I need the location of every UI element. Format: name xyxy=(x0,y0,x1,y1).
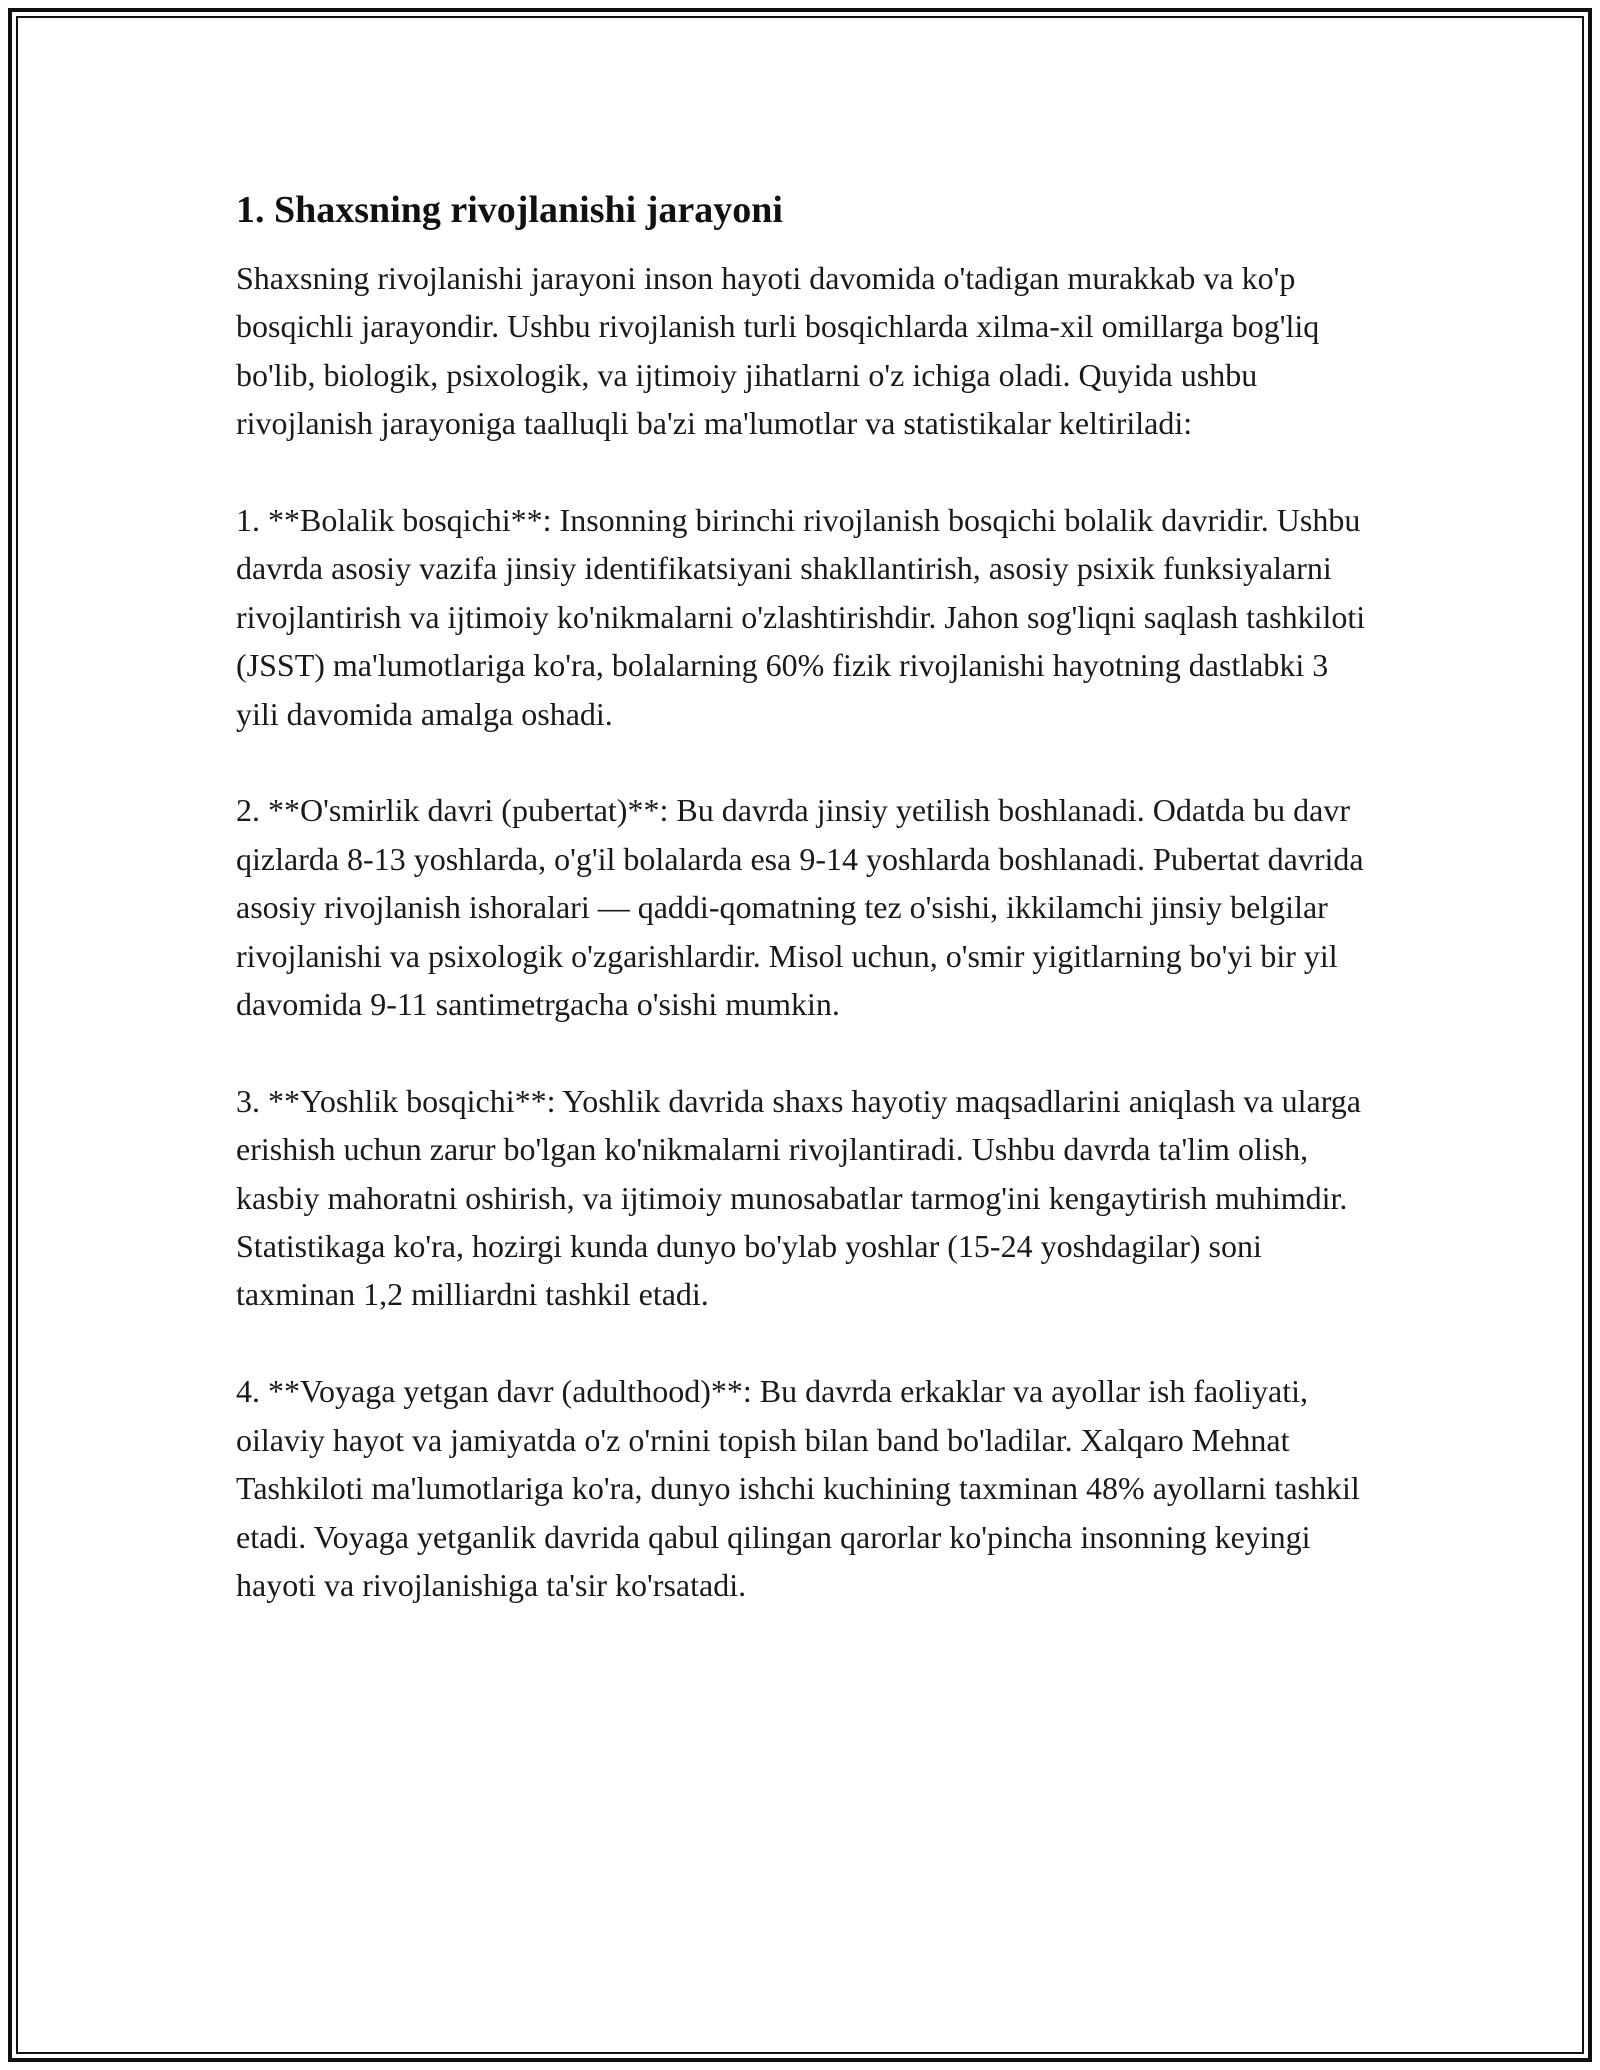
paragraph-youth-stage: 3. **Yoshlik bosqichi**: Yoshlik davrida shaxs hayotiy maqsadlarini aniqlash va ularga erishish uchun zarur bo'lgan ko'nikmalarni rivojlantiradi. Ushbu davrda ta'lim olish, kasbiy mahoratni oshirish, va ijtimoiy munosabatlar tarmog'ini kengaytirish muhimdir. Statistikaga ko'ra, hozirgi kunda dunyo bo'ylab yoshlar (15-24 yoshdagilar) soni taxminan 1,2 milliardni tashkil etadi. xyxy=(236,1082,1361,1313)
document-body xyxy=(236,186,1366,1658)
intro-paragraph: Shaxsning rivojlanishi jarayoni inson hayoti davomida o'tadigan murakkab va ko'p bosqichli jarayondir. Ushbu rivojlanish turli bosqichlarda xilma-xil omillarga bog'liq bo'lib, biologik, psixologik, va ijtimoiy jihatlarni o'z ichiga oladi. Quyida ushbu rivojlanish jarayoniga taalluqli ba'zi ma'lumotlar va statistikalar keltiriladi: xyxy=(236,260,1320,442)
paragraph-adulthood-stage: 4. **Voyaga yetgan davr (adulthood)**: Bu davrda erkaklar va ayollar ish faoliyati, oilaviy hayot va jamiyatda o'z o'rnini topish bilan band bo'ladilar. Xalqaro Mehnat Tashkiloti ma'lumotlariga ko'ra, dunyo ishchi kuchining taxminan 48% ayollarni tashkil etadi. Voyaga yetganlik davrida qabul qilingan qarorlar ko'pincha insonning keyingi hayoti va rivojlanishiga ta'sir ko'rsatadi. xyxy=(236,1373,1360,1603)
paragraph-adolescence-stage: 2. **O'smirlik davri (pubertat)**: Bu davrda jinsiy yetilish boshlanadi. Odatda bu davr qizlarda 8-13 yoshlarda, o'g'il bolalarda esa 9-14 yoshlarda boshlanadi. Pubertat davrida asosiy rivojlanish ishoralari — qaddi-qomatning tez o'sishi, ikkilamchi jinsiy belgilar rivojlanishi va psixologik o'zgarishlardir. Misol uchun, o'smir yigitlarning bo'yi bir yil davomida 9-11 santimetrgacha o'sishi mumkin. xyxy=(236,792,1364,1023)
document-title: 1. Shaxsning rivojlanishi jarayoni xyxy=(236,189,783,231)
paragraph-childhood-stage: 1. **Bolalik bosqichi**: Insonning birinchi rivojlanish bosqichi bolalik davridir. Ushbu davrda asosiy vazifa jinsiy identifikatsiyani shakllantirish, asosiy psixik funksiyalarni rivojlantirish va ijtimoiy ko'nikmalarni o'zlashtirishdir. Jahon sog'liqni saqlash tashkiloti (JSST) ma'lumotlariga ko'ra, bolalarning 60% fizik rivojlanishi hayotning dastlabki 3 yili davomida amalga oshadi. xyxy=(236,502,1366,732)
